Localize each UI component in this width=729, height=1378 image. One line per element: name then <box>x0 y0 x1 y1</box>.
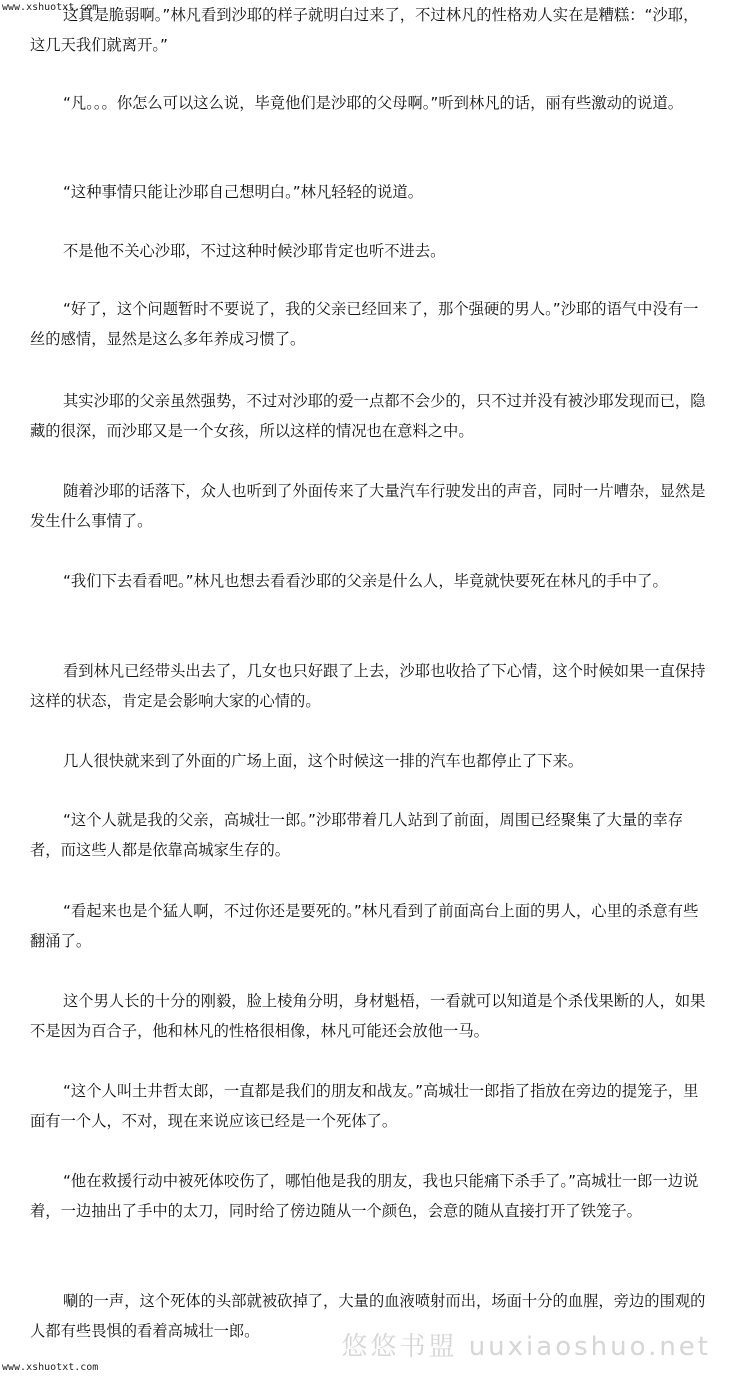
watermark-faint: 悠悠书盟 uuxiaoshuo.net <box>341 1332 711 1362</box>
paragraph: “这种事情只能让沙耶自己想明白。”林凡轻轻的说道。 <box>63 183 424 201</box>
paragraph: “凡。。。你怎么可以这么说，毕竟他们是沙耶的父母啊。”听到林凡的话，丽有些激动的说道。 <box>63 94 684 112</box>
paragraph: “我们下去看看吧。”林凡也想去看看沙耶的父亲是什么人，毕竟就快要死在林凡的手中了。 <box>63 572 668 590</box>
paragraph: 不是他不关心沙耶，不过这种时候沙耶肯定也听不进去。 <box>63 242 446 260</box>
watermark-bottom: www.xshuotxt.com <box>2 1362 99 1373</box>
paragraph: 唰的一声，这个死体的头部就被砍掉了，大量的血液喷射而出，场面十分的血腥，旁边的围观的人都有些畏惧的看着高城壮一郎。 <box>30 1292 706 1340</box>
paragraph: “好了，这个问题暂时不要说了，我的父亲已经回来了，那个强硬的男人。”沙耶的语气中没有一丝的感情，显然是这么多年养成习惯了。 <box>30 300 699 348</box>
watermark-top: www.xshuotxt.com <box>2 2 99 13</box>
paragraph: “这个人叫土井哲太郎，一直都是我们的朋友和战友。”高城壮一郎指了指放在旁边的提笼子，里面有一个人，不对，现在来说应该已经是一个死体了。 <box>30 1082 699 1130</box>
paragraph: “这个人就是我的父亲，高城壮一郎。”沙耶带着几人站到了前面，周围已经聚集了大量的幸存者，而这些人都是依靠高城家生存的。 <box>30 811 684 859</box>
paragraph: “他在救援行动中被死体咬伤了，哪怕他是我的朋友，我也只能痛下杀手了。”高城壮一郎一边说着，一边抽出了手中的太刀，同时给了傍边随从一个颜色，会意的随从直接打开了铁笼子。 <box>30 1172 699 1220</box>
paragraph: 其实沙耶的父亲虽然强势，不过对沙耶的爱一点都不会少的，只不过并没有被沙耶发现而已，隐藏的很深，而沙耶又是一个女孩，所以这样的情况也在意料之中。 <box>30 392 706 440</box>
paragraph: 这个男人长的十分的刚毅，脸上棱角分明，身材魁梧，一看就可以知道是个杀伐果断的人，如果不是因为百合子，他和林凡的性格很相像，林凡可能还会放他一马。 <box>30 992 706 1040</box>
paragraph: 这真是脆弱啊。”林凡看到沙耶的样子就明白过来了，不过林凡的性格劝人实在是糟糕：“沙耶，这几天我们就离开。” <box>30 6 699 54</box>
paragraph: 看到林凡已经带头出去了，几女也只好跟了上去，沙耶也收拾了下心情，这个时候如果一直保持这样的状态，肯定是会影响大家的心情的。 <box>30 662 706 710</box>
paragraph: “看起来也是个猛人啊，不过你还是要死的。”林凡看到了前面高台上面的男人，心里的杀意有些翻涌了。 <box>30 902 699 950</box>
paragraph: 几人很快就来到了外面的广场上面，这个时候这一排的汽车也都停止了下来。 <box>63 752 584 770</box>
paragraph: 随着沙耶的话落下，众人也听到了外面传来了大量汽车行驶发出的声音，同时一片嘈杂，显然是发生什么事情了。 <box>30 482 706 530</box>
